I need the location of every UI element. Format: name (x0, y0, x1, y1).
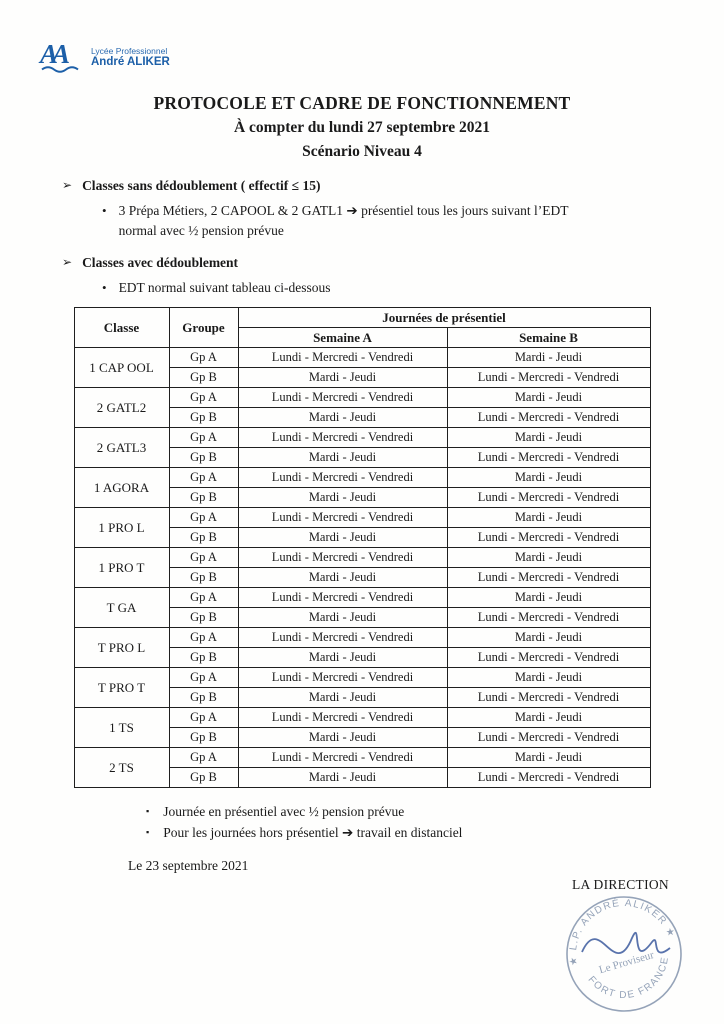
schedule-row (74, 548, 650, 568)
square-bullet-icon: ▪ (146, 827, 150, 837)
section-avec-dedoublement (62, 253, 724, 298)
arrow-bullet-icon: ➢ (62, 255, 73, 269)
semaine-b-cell: Mardi - Jeudi (447, 748, 650, 768)
semaine-b-cell: Mardi - Jeudi (447, 548, 650, 568)
schedule-row (74, 588, 650, 608)
schedule-row (74, 468, 650, 488)
footnote-item (146, 822, 724, 843)
semaine-a-cell: Mardi - Jeudi (238, 688, 447, 708)
semaine-a-cell: Mardi - Jeudi (238, 648, 447, 668)
schedule-header-row (74, 308, 650, 328)
title-line-2: À compter du lundi 27 septembre 2021 (233, 119, 491, 136)
semaine-b-cell: Lundi - Mercredi - Vendredi (447, 648, 650, 668)
semaine-a-cell: Lundi - Mercredi - Vendredi (238, 428, 447, 448)
section-heading-text: Classes avec dédoublement (82, 255, 239, 270)
school-logo (40, 39, 170, 73)
semaine-b-cell: Mardi - Jeudi (447, 428, 650, 448)
groupe-cell: Gp A (169, 628, 238, 648)
groupe-cell: Gp B (169, 688, 238, 708)
semaine-b-cell: Mardi - Jeudi (447, 708, 650, 728)
classe-cell: T GA (74, 588, 169, 628)
groupe-cell: Gp A (169, 588, 238, 608)
schedule-table (74, 307, 651, 788)
groupe-cell: Gp B (169, 488, 238, 508)
schedule-row (74, 628, 650, 648)
classe-cell: T PRO T (74, 668, 169, 708)
semaine-a-cell: Mardi - Jeudi (238, 728, 447, 748)
semaine-b-cell: Mardi - Jeudi (447, 348, 650, 368)
semaine-b-cell: Lundi - Mercredi - Vendredi (447, 488, 650, 508)
semaine-a-cell: Lundi - Mercredi - Vendredi (238, 668, 447, 688)
semaine-a-cell: Lundi - Mercredi - Vendredi (238, 748, 447, 768)
groupe-cell: Gp B (169, 728, 238, 748)
semaine-b-cell: Lundi - Mercredi - Vendredi (447, 528, 650, 548)
section-bullet-text: EDT normal suivant tableau ci-dessous (118, 280, 331, 295)
footnote-text: Pour les journées hors présentiel ➔ travail en distanciel (163, 825, 463, 840)
groupe-cell: Gp B (169, 768, 238, 788)
semaine-b-cell: Mardi - Jeudi (447, 588, 650, 608)
semaine-b-cell: Mardi - Jeudi (447, 468, 650, 488)
groupe-cell: Gp A (169, 548, 238, 568)
footnote-item (146, 801, 724, 822)
classe-cell: 2 GATL3 (74, 428, 169, 468)
schedule-row (74, 668, 650, 688)
arrow-bullet-icon: ➢ (62, 178, 73, 192)
groupe-cell: Gp A (169, 508, 238, 528)
schedule-table-body (74, 348, 650, 788)
journees-header: Journées de présentiel (238, 308, 650, 328)
groupe-cell: Gp B (169, 648, 238, 668)
semaine-a-cell: Mardi - Jeudi (238, 448, 447, 468)
classe-cell: T PRO L (74, 628, 169, 668)
document-date: Le 23 septembre 2021 (128, 858, 249, 873)
document-title (0, 0, 724, 164)
stamp-top-text: ★ L.P. ANDRÉ ALIKER ★ (567, 897, 678, 967)
school-name-label: André ALIKER (91, 56, 170, 68)
semaine-a-cell: Lundi - Mercredi - Vendredi (238, 468, 447, 488)
footnotes (146, 801, 724, 843)
semaine-b-cell: Lundi - Mercredi - Vendredi (447, 688, 650, 708)
schedule-row (74, 388, 650, 408)
groupe-cell: Gp B (169, 448, 238, 468)
classe-cell: 1 TS (74, 708, 169, 748)
school-type-label: Lycée Professionnel (91, 46, 168, 56)
semaine-b-cell: Lundi - Mercredi - Vendredi (447, 768, 650, 788)
direction-label: LA DIRECTION (572, 877, 669, 892)
groupe-cell: Gp A (169, 708, 238, 728)
classe-cell: 1 PRO L (74, 508, 169, 548)
schedule-row (74, 428, 650, 448)
semaine-a-cell: Mardi - Jeudi (238, 768, 447, 788)
semaine-b-cell: Lundi - Mercredi - Vendredi (447, 448, 650, 468)
groupe-cell: Gp A (169, 748, 238, 768)
groupe-cell: Gp A (169, 668, 238, 688)
semaine-a-cell: Lundi - Mercredi - Vendredi (238, 508, 447, 528)
semaine-a-cell: Lundi - Mercredi - Vendredi (238, 708, 447, 728)
title-line-1: PROTOCOLE ET CADRE DE FONCTIONNEMENT (153, 93, 571, 113)
classe-cell: 2 GATL2 (74, 388, 169, 428)
logo-text (91, 42, 170, 69)
groupe-header: Groupe (169, 308, 238, 348)
semaine-a-cell: Mardi - Jeudi (238, 568, 447, 588)
semaine-b-cell: Lundi - Mercredi - Vendredi (447, 728, 650, 748)
section-heading-text: Classes sans dédoublement ( effectif ≤ 15) (82, 178, 321, 193)
dot-bullet-icon: • (102, 280, 107, 295)
classe-cell: 1 PRO T (74, 548, 169, 588)
schedule-row (74, 748, 650, 768)
section-bullet-text: 3 Prépa Métiers, 2 CAPOOL & 2 GATL1 ➔ présentiel tous les jours suivant l’EDT normal avec ½ pension prévue (118, 203, 569, 238)
semaine-b-cell: Mardi - Jeudi (447, 388, 650, 408)
groupe-cell: Gp A (169, 428, 238, 448)
semaine-a-cell: Mardi - Jeudi (238, 368, 447, 388)
semaine-a-cell: Lundi - Mercredi - Vendredi (238, 348, 447, 368)
semaine-a-cell: Lundi - Mercredi - Vendredi (238, 588, 447, 608)
section-bullet (102, 201, 724, 241)
semaine-a-cell: Mardi - Jeudi (238, 408, 447, 428)
semaine-b-cell: Lundi - Mercredi - Vendredi (447, 568, 650, 588)
groupe-cell: Gp A (169, 468, 238, 488)
semaine-a-cell: Mardi - Jeudi (238, 528, 447, 548)
groupe-cell: Gp B (169, 568, 238, 588)
semaine-a-cell: Lundi - Mercredi - Vendredi (238, 388, 447, 408)
classe-cell: 1 CAP OOL (74, 348, 169, 388)
semaine-b-cell: Mardi - Jeudi (447, 668, 650, 688)
schedule-row (74, 348, 650, 368)
groupe-cell: Gp B (169, 368, 238, 388)
section-sans-dedoublement (62, 176, 724, 241)
title-line-3: Scénario Niveau 4 (302, 143, 422, 160)
classe-cell: 1 AGORA (74, 468, 169, 508)
body-sections (62, 176, 724, 298)
classe-cell: 2 TS (74, 748, 169, 788)
semaine-a-cell: Mardi - Jeudi (238, 608, 447, 628)
groupe-cell: Gp A (169, 388, 238, 408)
semaine-b-cell: Lundi - Mercredi - Vendredi (447, 408, 650, 428)
dot-bullet-icon: • (102, 203, 107, 218)
classe-header: Classe (74, 308, 169, 348)
section-heading (62, 253, 724, 273)
semaine-b-cell: Mardi - Jeudi (447, 508, 650, 528)
logo-monogram-letters: AA (40, 39, 65, 69)
semaine-a-header: Semaine A (238, 328, 447, 348)
schedule-table-head (74, 308, 650, 348)
groupe-cell: Gp A (169, 348, 238, 368)
signature (582, 933, 670, 953)
semaine-b-cell: Lundi - Mercredi - Vendredi (447, 608, 650, 628)
groupe-cell: Gp B (169, 608, 238, 628)
stamp-center-text: Le Proviseur (597, 949, 656, 977)
semaine-a-cell: Lundi - Mercredi - Vendredi (238, 548, 447, 568)
section-bullet (102, 278, 724, 298)
stamp-bottom-text: FORT DE FRANCE (585, 955, 672, 1002)
official-stamp (548, 886, 700, 1022)
semaine-b-cell: Lundi - Mercredi - Vendredi (447, 368, 650, 388)
semaine-b-cell: Mardi - Jeudi (447, 628, 650, 648)
section-heading (62, 176, 724, 196)
schedule-row (74, 708, 650, 728)
logo-monogram (40, 39, 86, 73)
groupe-cell: Gp B (169, 528, 238, 548)
semaine-b-header: Semaine B (447, 328, 650, 348)
schedule-row (74, 508, 650, 528)
groupe-cell: Gp B (169, 408, 238, 428)
square-bullet-icon: ▪ (146, 806, 150, 816)
stamp-graphic (548, 886, 700, 1022)
semaine-a-cell: Mardi - Jeudi (238, 488, 447, 508)
semaine-a-cell: Lundi - Mercredi - Vendredi (238, 628, 447, 648)
footnote-text: Journée en présentiel avec ½ pension prévue (163, 804, 405, 819)
